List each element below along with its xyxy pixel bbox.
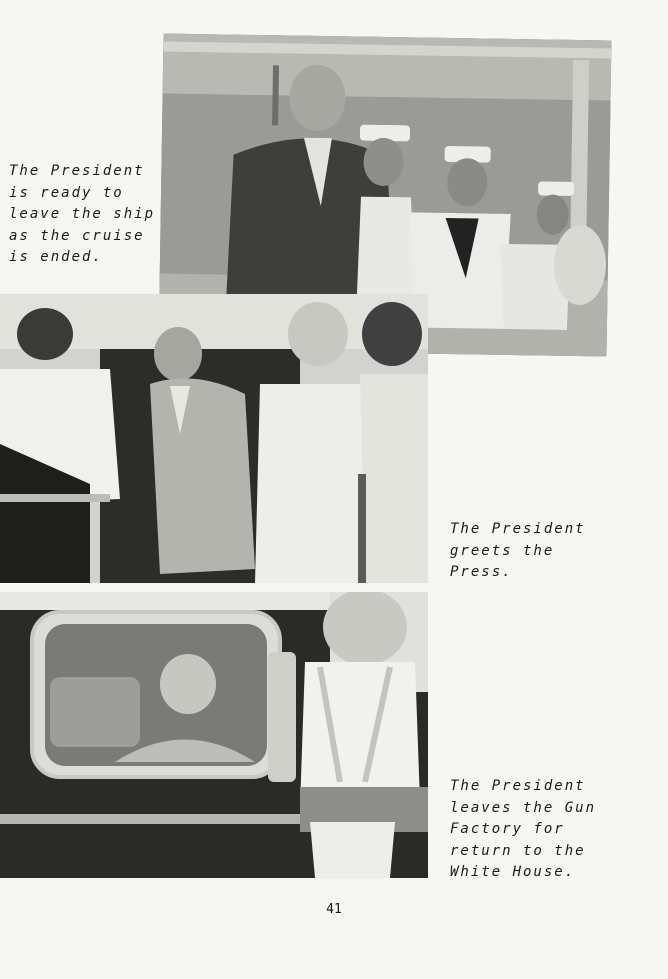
photo-president-in-car (0, 592, 428, 878)
photo-president-greets-press (0, 294, 428, 583)
caption-leaves-gun-factory: The President leaves the Gun Factory for return to the White House. (450, 778, 597, 880)
caption-greets-press: The President greets the Press. (450, 521, 586, 580)
page-number: 41 (326, 902, 342, 917)
caption-ship-departure: The President is ready to leave the ship as the cruise is ended. (9, 163, 156, 265)
